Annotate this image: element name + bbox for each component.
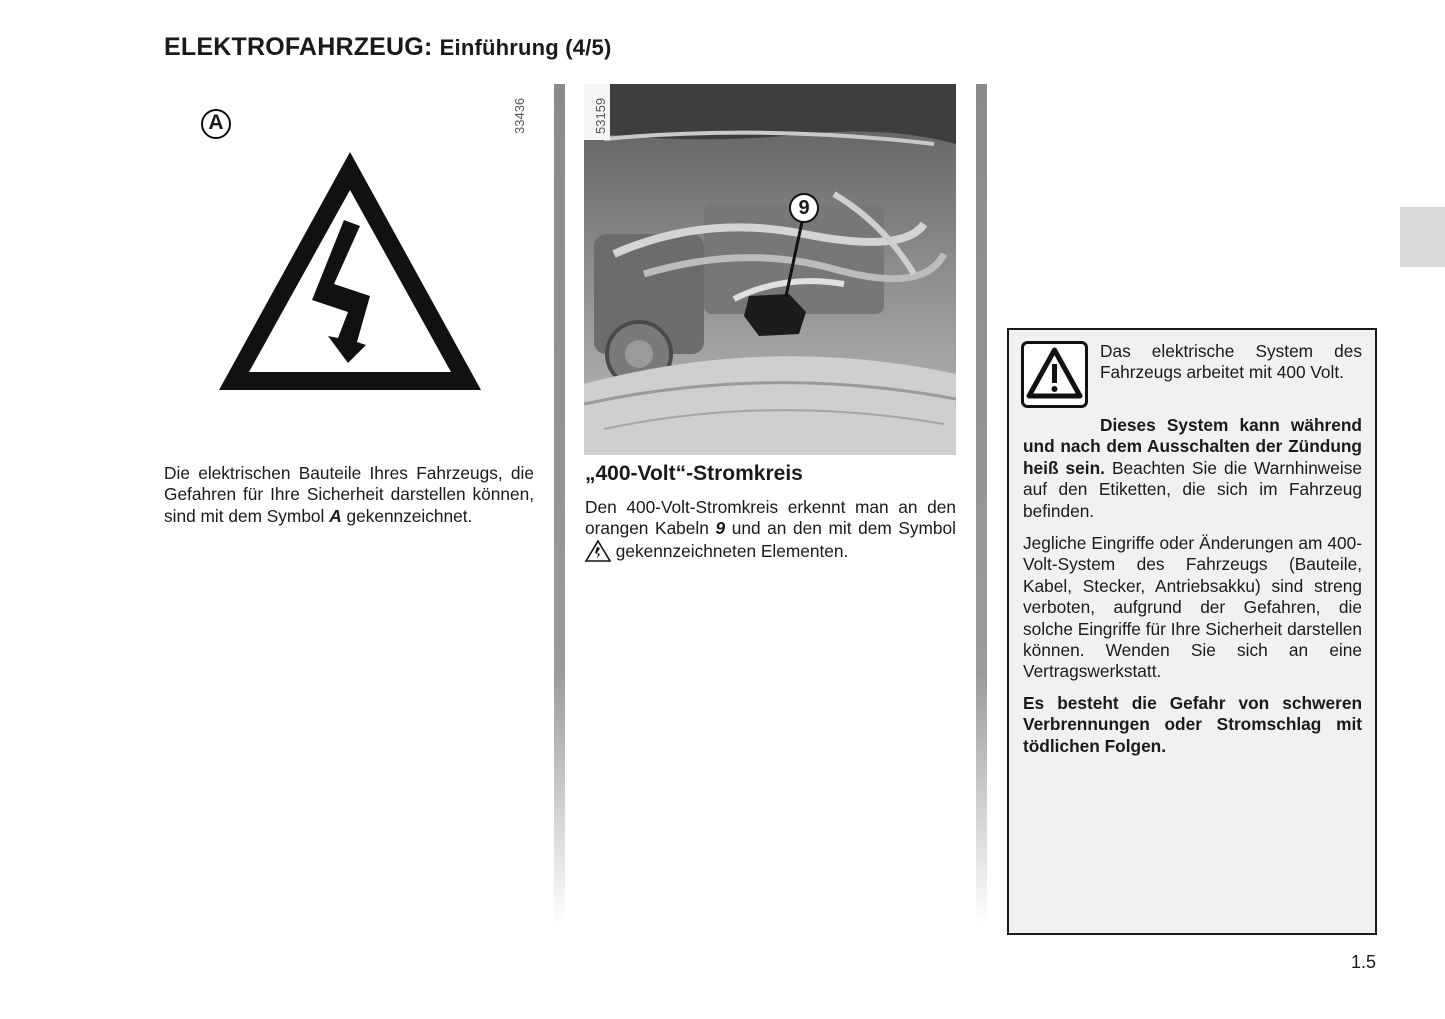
page-title	[164, 33, 612, 62]
title-sub: Einführung (4/5)	[439, 35, 612, 60]
callout-9: 9	[789, 193, 819, 223]
warning-para1-text: Dieses System kann während und nach dem Ausschalten der Zündung heiß sein. Beachten Sie die Warnhinweise auf den Etiketten, die sich im Fahrzeug befinden.	[1023, 415, 1362, 521]
column2-paragraph: Den 400-Volt-Stromkreis erkennt man an den orangen Kabeln 9 und an den mit dem Symbol gekennzeichneten Elementen.	[585, 497, 956, 561]
figure-number-53159: 53159	[593, 97, 608, 134]
symbol-ref-a: A	[329, 505, 342, 526]
warning-para3: Es besteht die Gefahr von schweren Verbrennungen oder Stromschlag mit tödlichen Folgen.	[1023, 693, 1362, 756]
warning-triangle-icon	[1021, 341, 1088, 408]
column-divider-right	[976, 84, 987, 924]
section-heading-400v: „400-Volt“-Stromkreis	[585, 462, 803, 485]
cable-ref-9: 9	[715, 518, 726, 539]
chapter-tab	[1400, 207, 1445, 267]
warning-intro: Das elektrische System des Fahrzeugs arbeitet mit 400 Volt.	[1100, 341, 1362, 383]
engine-bay-illustration	[584, 84, 956, 455]
warning-box	[1007, 328, 1377, 935]
symbol-a-marker	[200, 108, 232, 145]
figure-number-33436: 33436	[512, 97, 527, 134]
high-voltage-warning-icon	[216, 150, 484, 392]
small-high-voltage-icon	[585, 540, 611, 562]
warning-para2: Jegliche Eingriffe oder Änderungen am 400-Volt-System des Fahrzeugs (Bauteile, Kabel, Stecker, Antriebsakku) sind streng verboten, aufgrund der Gefahren, die solche Eingriffe für Ihre Sicherheit darstellen können. Wenden Sie sich an eine Vertragswerkstatt.	[1023, 533, 1362, 682]
symbol-a-label: A	[208, 111, 224, 134]
column-divider-left	[554, 84, 565, 924]
column1-paragraph: Die elektrischen Bauteile Ihres Fahrzeugs, die Gefahren für Ihre Sicherheit darstellen können, sind mit dem Symbol A gekennzeichnet.	[164, 463, 534, 526]
page-number: 1.5	[1351, 952, 1377, 972]
title-main: ELEKTROFAHRZEUG:	[164, 33, 433, 61]
engine-bay-photo	[584, 84, 956, 455]
